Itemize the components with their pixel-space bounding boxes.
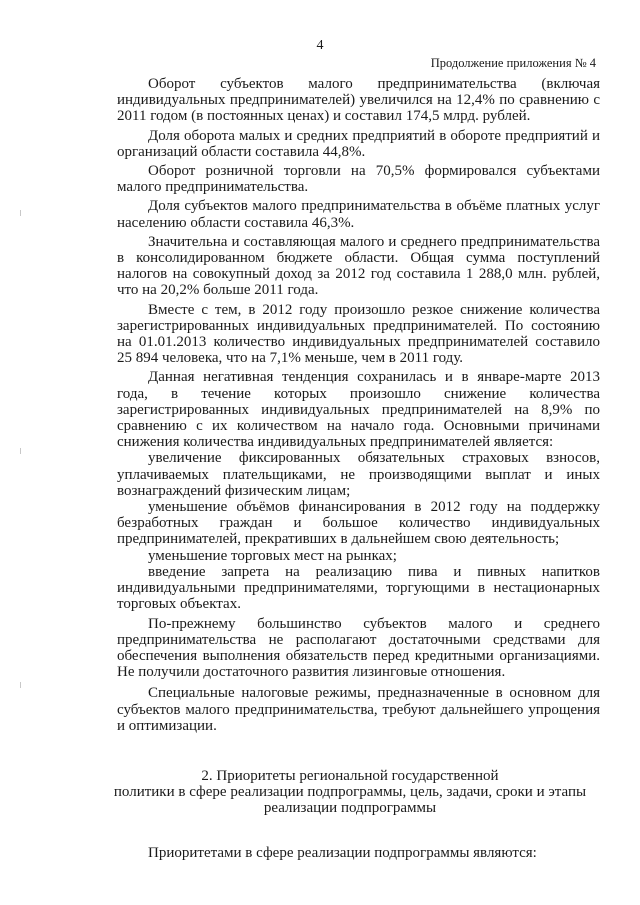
paragraph-services: Доля субъектов малого предпринимательства в объёме платных услуг населению области составила 46,3%. — [117, 198, 600, 231]
paragraph-reason-4: введение запрета на реализацию пива и пивных напитков индивидуальными предпринимателями, торгующими в нестационарных торговых объектах. — [117, 563, 600, 613]
body-text — [117, 76, 600, 734]
section-heading-line: реализации подпрограммы — [263, 800, 437, 817]
margin-mark — [20, 448, 21, 454]
priorities-intro: Приоритетами в сфере реализации подпрограммы являются: — [148, 845, 537, 861]
section-heading — [100, 768, 600, 817]
paragraph-reason-2: уменьшение объёмов финансирования в 2012 году на поддержку безработных граждан и большое количество индивидуальных предпринимателей, прекративших в дальнейшем свою деятельность; — [117, 499, 600, 548]
paragraph-retail: Оборот розничной торговли на 70,5% формировался субъектами малого предпринимательства. — [117, 163, 600, 196]
margin-mark — [20, 682, 21, 688]
paragraph-reason-3: уменьшение торговых мест на рынках; — [148, 547, 397, 564]
paragraph-share-turnover: Доля оборота малых и средних предприятий в обороте предприятий и организаций области составила 44,8%. — [117, 127, 600, 160]
paragraph-reason-1: увеличение фиксированных обязательных страховых взносов, уплачиваемых плательщиками, не производящими выплат и иных вознаграждений физическим лицам; — [117, 450, 600, 499]
section-heading-line: политики в сфере реализации подпрограммы, цель, задачи, сроки и этапы — [113, 784, 587, 801]
section-heading-line: 2. Приоритеты региональной государственной — [201, 768, 499, 784]
margin-mark — [20, 210, 21, 216]
paragraph-decline: Вместе с тем, в 2012 году произошло резкое снижение количества зарегистрированных индивидуальных предпринимателей. По состоянию на 01.01.2013 количество индивидуальных предпринимателей составило 25 894 человека, что на 7,1% меньше, чем в 2011 году. — [117, 301, 600, 367]
paragraph-trend: Данная негативная тенденция сохранилась и в январе-марте 2013 года, в течение которых произошло снижение количества зарегистрированных индивидуальных предпринимателей на 8,9% по сравнению с их количеством на начало года. Основными причинами снижения количества индивидуальных предпринимателей является: — [117, 369, 600, 451]
paragraph-budget: Значительна и составляющая малого и среднего предпринимательства в консолидированном бюджете области. Общая сумма поступлений налогов на совокупный доход за 2012 год составила 1 288,0 млн. рублей, что на 20,2% больше 2011 года. — [117, 233, 600, 299]
paragraph-turnover: Оборот субъектов малого предпринимательства (включая индивидуальных предпринимателей) увеличился на 12,4% по сравнению с 2011 годом (в постоянных ценах) и составил 174,5 млрд. рублей. — [117, 76, 600, 125]
paragraph-tax-regimes: Специальные налоговые режимы, предназначенные в основном для субъектов малого предпринимательства, требуют дальнейшего упрощения и оптимизации. — [117, 685, 600, 734]
page-number: 4 — [316, 38, 324, 53]
paragraph-credit: По-прежнему большинство субъектов малого и среднего предпринимательства не располагают достаточными средствами для обеспечения выполнения обязательств перед кредитными организациями. Не получили достаточного развития лизинговые отношения. — [117, 615, 600, 681]
appendix-note: Продолжение приложения № 4 — [430, 56, 596, 70]
